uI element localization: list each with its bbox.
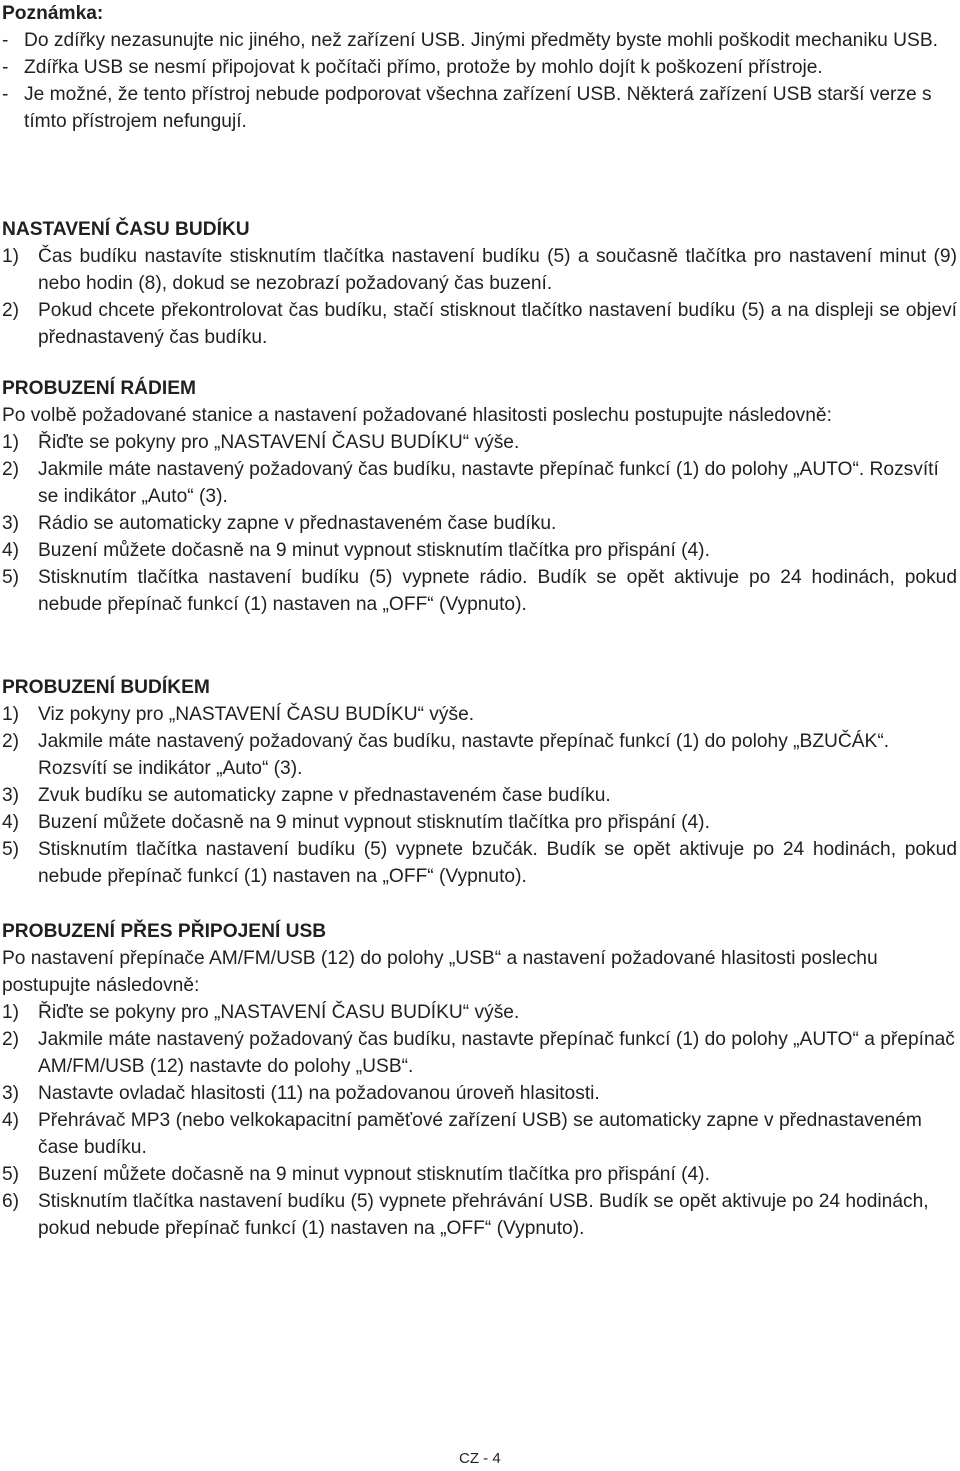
list-item: 3) Nastavte ovladač hlasitosti (11) na požadovanou úroveň hlasitosti. [2, 1083, 600, 1104]
radio-wake-steps [2, 429, 957, 618]
usb-wake-section [2, 918, 957, 1242]
list-item: 4) Buzení můžete dočasně na 9 minut vypnout stisknutím tlačítka pro přispání (4). [2, 540, 710, 561]
section-intro: Po volbě požadované stanice a nastavení požadované hlasitosti poslechu postupujte následovně: [2, 405, 832, 426]
radio-wake-section [2, 375, 957, 618]
buzzer-wake-steps [2, 701, 957, 890]
list-item: 6) Stisknutím tlačítka nastavení budíku (5) vypnete přehrávání USB. Budík se opět aktivuje po 24 hodinách, pokud nebude přepínač funkcí (1) nastaven na „OFF“ (Vypnuto). [2, 1191, 929, 1239]
section-heading: NASTAVENÍ ČASU BUDÍKU [2, 219, 250, 240]
list-item: 5) Stisknutím tlačítka nastavení budíku (5) vypnete rádio. Budík se opět aktivuje po 24 hodinách, pokud nebude přepínač funkcí (1) nastaven na „OFF“ (Vypnuto). [2, 567, 957, 615]
list-item: 5) Buzení můžete dočasně na 9 minut vypnout stisknutím tlačítka pro přispání (4). [2, 1164, 710, 1185]
list-item: 2) Jakmile máte nastavený požadovaný čas budíku, nastavte přepínač funkcí (1) do polohy „AUTO“. Rozsvítí se indikátor „Auto“ (3). [2, 459, 939, 507]
section-heading: PROBUZENÍ PŘES PŘIPOJENÍ USB [2, 921, 327, 942]
list-item: 4) Buzení můžete dočasně na 9 minut vypnout stisknutím tlačítka pro přispání (4). [2, 812, 710, 833]
list-item: 1) Čas budíku nastavíte stisknutím tlačítka nastavení budíku (5) a současně tlačítka pro nastavení minut (9) nebo hodin (8), dokud se nezobrazí požadovaný čas buzení. [2, 246, 957, 294]
note-title: Poznámka: [2, 3, 104, 24]
alarm-time-steps [2, 243, 957, 351]
alarm-time-section [2, 216, 957, 351]
list-item: 2) Jakmile máte nastavený požadovaný čas budíku, nastavte přepínač funkcí (1) do polohy „AUTO“ a přepínač AM/FM/USB (12) nastavte do polohy „USB“. [2, 1029, 955, 1077]
usb-wake-steps [2, 999, 957, 1242]
section-heading: PROBUZENÍ RÁDIEM [2, 378, 197, 399]
list-item: 4) Přehrávač MP3 (nebo velkokapacitní paměťové zařízení USB) se automaticky zapne v přednastaveném čase budíku. [2, 1110, 922, 1158]
buzzer-wake-section [2, 674, 957, 890]
list-item: 3) Rádio se automaticky zapne v přednastaveném čase budíku. [2, 513, 557, 534]
page-number: CZ - 4 [459, 1450, 501, 1467]
list-item: 1) Řiďte se pokyny pro „NASTAVENÍ ČASU BUDÍKU“ výše. [2, 432, 520, 453]
list-item: 3) Zvuk budíku se automaticky zapne v přednastaveném čase budíku. [2, 785, 611, 806]
list-item: 1) Viz pokyny pro „NASTAVENÍ ČASU BUDÍKU“ výše. [2, 704, 475, 725]
section-heading: PROBUZENÍ BUDÍKEM [2, 677, 210, 698]
list-item: 1) Řiďte se pokyny pro „NASTAVENÍ ČASU BUDÍKU“ výše. [2, 1002, 520, 1023]
list-item: 5) Stisknutím tlačítka nastavení budíku (5) vypnete bzučák. Budík se opět aktivuje po 24 hodinách, pokud nebude přepínač funkcí (1) nastaven na „OFF“ (Vypnuto). [2, 839, 957, 887]
note-item: - Je možné, že tento přístroj nebude podporovat všechna zařízení USB. Některá zařízení USB starší verze s tímto přístrojem nefungují. [2, 84, 932, 132]
list-item: 2) Jakmile máte nastavený požadovaný čas budíku, nastavte přepínač funkcí (1) do polohy „BZUČÁK“. Rozsvítí se indikátor „Auto“ (3). [2, 731, 890, 779]
note-item: - Zdířka USB se nesmí připojovat k počítači přímo, protože by mohlo dojít k poškození přístroje. [2, 57, 823, 78]
section-intro: Po nastavení přepínače AM/FM/USB (12) do polohy „USB“ a nastavení požadované hlasitosti poslechu postupujte následovně: [2, 948, 878, 996]
note-item: - Do zdířky nezasunujte nic jiného, než zařízení USB. Jinými předměty byste mohli poškodit mechaniku USB. [2, 30, 938, 51]
list-item: 2) Pokud chcete překontrolovat čas budíku, stačí stisknout tlačítko nastavení budíku (5) a na displeji se objeví přednastavený čas budíku. [2, 300, 957, 348]
note-list [2, 27, 957, 135]
